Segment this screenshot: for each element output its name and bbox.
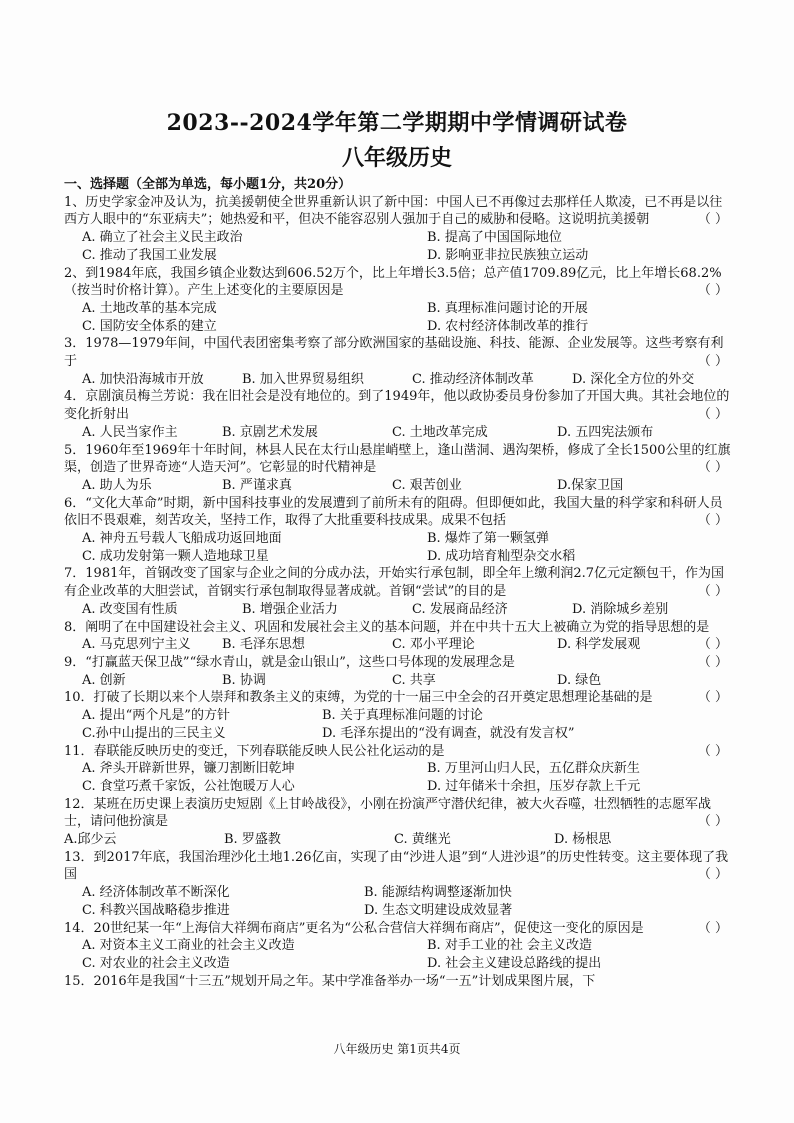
options: [64, 477, 732, 495]
question-13: [64, 849, 732, 920]
answer-blank: （ ）: [697, 460, 728, 476]
option-b: B. 关于真理标准问题的讨论: [322, 708, 483, 724]
option-b: B. 万里河山归人民，五亿群众庆新生: [427, 761, 640, 777]
option-d: D. 过年储米十余担，压岁存款上千元: [427, 778, 641, 794]
question-stem: 12．某班在历史课上表演历史短剧《上甘岭战役》，小刚在扮演严守潜伏纪律，被大火吞噬，壮烈牺牲的志愿军战士，请问他扮演是 （ ）: [64, 796, 728, 830]
question-3: [64, 335, 732, 388]
option-d: D. 杨根思: [554, 832, 612, 848]
question-stem: 10．打破了长期以来个人崇拜和教条主义的束缚，为党的十一届三中全会的召开奠定思想理论基础的是 （ ）: [64, 690, 728, 706]
options: [64, 371, 732, 389]
options: [64, 300, 732, 335]
option-c: C. 推动经济体制改革: [412, 371, 534, 387]
option-d: D. 深化全方位的外交: [572, 371, 695, 387]
answer-blank: （ ）: [697, 920, 728, 936]
answer-blank: （ ）: [697, 867, 728, 883]
option-c: C. 国防安全体系的建立: [82, 318, 217, 334]
option-d: D. 消除城乡差别: [572, 601, 669, 617]
options: [64, 530, 732, 565]
option-b: B. 协调: [222, 672, 266, 688]
option-a: A. 对资本主义工商业的社会主义改造: [82, 938, 295, 954]
answer-blank: （ ）: [697, 513, 728, 529]
options: [64, 937, 732, 972]
question-7: [64, 565, 732, 618]
option-a: A. 确立了社会主义民主政治: [82, 230, 243, 246]
options: [64, 636, 698, 654]
answer-blank: （ ）: [697, 354, 728, 370]
option-a: A. 创新: [82, 672, 126, 688]
option-a: A. 提出“两个凡是”的方针: [82, 708, 230, 724]
option-c: C. 共享: [392, 672, 436, 688]
option-b: B. 增强企业活力: [242, 601, 338, 617]
option-d: D.保家卫国: [557, 477, 624, 493]
question-12: [64, 796, 732, 849]
options: [64, 601, 732, 619]
options: [64, 424, 732, 442]
option-a: A. 斧头开辟新世界，镰刀割断旧乾坤: [82, 761, 295, 777]
option-c: C. 土地改革完成: [392, 424, 488, 440]
option-a: A. 经济体制改革不断深化: [82, 885, 230, 901]
answer-blank: （ ）: [697, 584, 728, 600]
exam-title: 2023--2024学年第二学期期中学情调研试卷: [166, 110, 628, 136]
option-b: B. 爆炸了第一颗氢弹: [427, 531, 549, 547]
option-b: B. 提高了中国国际地位: [427, 230, 562, 246]
answer-blank: （ ）: [697, 690, 728, 706]
question-10: [64, 689, 732, 742]
question-4: [64, 388, 732, 441]
question-8: [64, 619, 732, 654]
option-c: C. 对农业的社会主义改造: [82, 955, 230, 971]
option-a: A. 马克思列宁主义: [82, 637, 191, 653]
option-b: B. 加入世界贸易组织: [242, 371, 364, 387]
option-d: D. 成功培育籼型杂交水稻: [427, 548, 576, 564]
option-b: B. 罗盛教: [224, 832, 281, 848]
option-c: C. 科教兴国战略稳步推进: [82, 902, 230, 918]
option-d: D. 五四宪法颁布: [557, 424, 654, 440]
answer-blank: （ ）: [697, 814, 728, 830]
page-footer: 八年级历史 第1页共4页: [333, 1042, 461, 1056]
question-15: [64, 973, 732, 991]
option-c: C. 食堂巧煮千家饭，公社饱暖万人心: [82, 778, 295, 794]
options: [64, 707, 732, 742]
option-d: D. 社会主义建设总路线的提出: [427, 955, 602, 971]
question-stem: 3．1978—1979年间，中国代表团密集考察了部分欧洲国家的基础设施、科技、能源、企业发展等。这些考察有利于 （ ）: [64, 336, 728, 370]
option-d: D. 影响亚非拉民族独立运动: [427, 247, 589, 263]
exam-subject: 八年级历史: [341, 145, 452, 171]
question-stem: 7．1981年，首钢改变了国家与企业之间的分成办法，开始实行承包制，即全年上缴利润2.7亿元定额包干，作为国有企业改革的大胆尝试，首钢实行承包制取得显著成就。首钢“尝试”的目的是 （ ）: [64, 566, 728, 600]
option-a: A. 土地改革的基本完成: [82, 300, 217, 316]
answer-blank: （ ）: [697, 637, 728, 653]
answer-blank: （ ）: [697, 743, 728, 759]
section-heading: 一、选择题（全部为单选，每小题1分，共20分）: [64, 177, 352, 192]
option-b: B. 毛泽东思想: [222, 637, 305, 653]
options: [64, 831, 732, 849]
options: [64, 672, 732, 690]
option-d: D. 农村经济体制改革的推行: [427, 318, 589, 334]
option-a: A. 神舟五号载人飞船成功返回地面: [82, 531, 282, 547]
option-c: C. 发展商品经济: [412, 601, 508, 617]
exam-content: [64, 176, 732, 990]
option-b: B. 严谨求真: [222, 477, 292, 493]
question-stem: 5．1960年至1969年十年时间，林县人民在太行山悬崖峭壁上，逢山凿洞、遇沟架桥，修成了全长1500公里的红旗渠，创造了世界奇迹“人造天河”。它彰显的时代精神是 （ ）: [64, 442, 731, 476]
question-1: [64, 194, 732, 265]
option-d: D. 生态文明建设成效显著: [364, 902, 513, 918]
options: [64, 760, 732, 795]
question-stem: 8．阐明了在中国建设社会主义、巩固和发展社会主义的基本问题，并在中共十五大上被确立为党的指导思想的是 （ ）: [64, 619, 728, 653]
question-stem: 4．京剧演员梅兰芳说：我在旧社会是没有地位的。到了1949年，他以政协委员身份参加了开国大典。其社会地位的变化折射出 （ ）: [64, 389, 730, 423]
option-b: B. 能源结构调整逐渐加快: [364, 885, 512, 901]
option-c: C. 推动了我国工业发展: [82, 247, 217, 263]
question-stem: 13．到2017年底，我国治理沙化土地1.26亿亩，实现了由“沙进人退”到“人进沙退”的历史性转变。这主要体现了我国 （ ）: [64, 849, 729, 883]
options: [64, 884, 732, 919]
options: [64, 229, 732, 264]
question-9: [64, 654, 732, 689]
question-5: [64, 442, 732, 495]
answer-blank: （ ）: [697, 654, 728, 670]
option-b: B. 京剧艺术发展: [222, 424, 318, 440]
option-d: D. 绿色: [557, 672, 602, 688]
option-a: A. 改变国有性质: [82, 601, 178, 617]
answer-blank: （ ）: [697, 283, 728, 299]
option-c: C. 邓小平理论: [392, 637, 475, 653]
question-stem: 6．“文化大革命”时期，新中国科技事业的发展遭到了前所未有的阻碍。但即便如此，我国大量的科学家和科研人员依旧不畏艰难，刻苦攻关，坚持工作，取得了大批重要科技成果。成果不包括 （ ）: [64, 495, 728, 529]
option-d: D. 科学发展观: [557, 637, 641, 653]
question-stem: 9．“打赢蓝天保卫战”“绿水青山，就是金山银山”，这些口号体现的发展理念是 （ ）: [64, 654, 728, 670]
answer-blank: （ ）: [697, 212, 728, 228]
option-c: C. 艰苦创业: [392, 477, 462, 493]
option-c: C. 成功发射第一颗人造地球卫星: [82, 548, 269, 564]
option-a: A.邱少云: [64, 832, 117, 848]
option-c: C. 黄继光: [394, 832, 451, 848]
question-2: [64, 265, 732, 336]
option-b: B. 真理标准问题讨论的开展: [427, 300, 588, 316]
option-a: A. 助人为乐: [82, 477, 152, 493]
question-stem: 14．20世纪某一年“上海信大祥绸布商店”更名为“公私合营信大祥绸布商店”，促使这一变化的原因是 （ ）: [64, 920, 728, 936]
option-c: C.孙中山提出的三民主义: [82, 725, 226, 741]
question-stem: 11．春联能反映历史的变迁，下列春联能反映人民公社化运动的是 （ ）: [64, 743, 728, 759]
question-stem: 2、到1984年底，我国乡镇企业数达到606.52万个，比上年增长3.5倍；总产值1709.89亿元，比上年增长68.2%（按当时价格计算）。产生上述变化的主要原因是 （ ）: [64, 265, 728, 299]
option-a: A. 加快沿海城市开放: [82, 371, 204, 387]
question-6: [64, 495, 732, 566]
question-stem: 15．2016年是我国“十三五”规划开局之年。某中学准备举办一场“一五”计划成果图片展，下: [64, 973, 596, 989]
option-a: A. 人民当家作主: [82, 424, 178, 440]
question-11: [64, 743, 732, 796]
question-14: [64, 920, 732, 973]
option-b: B. 对手工业的社 会主义改造: [427, 938, 592, 954]
answer-blank: （ ）: [697, 407, 728, 423]
option-d: D. 毛泽东提出的“没有调查，就没有发言权”: [322, 725, 575, 741]
question-stem: 1、历史学家金冲及认为，抗美援朝使全世界重新认识了新中国：中国人已不再像过去那样任人欺凌，已不再是以往西方人眼中的“东亚病夫”；她热爱和平，但决不能容忍别人强加于自己的威胁和侵略。这说明抗美援朝 （ ）: [64, 194, 728, 228]
